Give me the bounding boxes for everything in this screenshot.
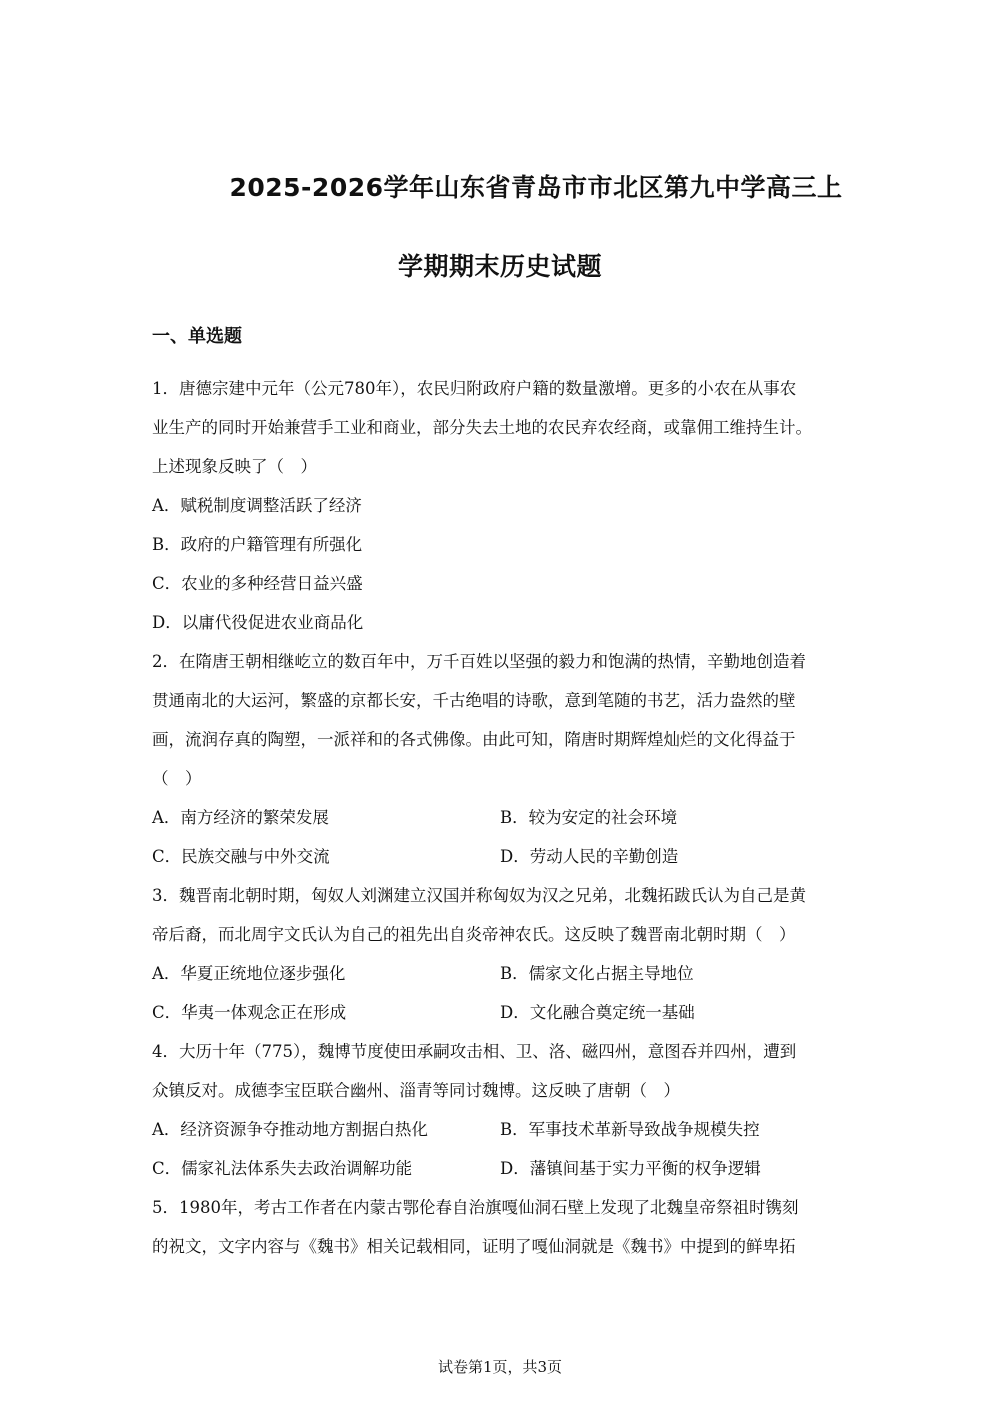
question-2-line-4: （ ）	[152, 769, 202, 788]
question-3-option-a: A．华夏正统地位逐步强化	[152, 964, 346, 983]
page-footer: 试卷第1页，共3页	[437, 1358, 563, 1376]
question-2-option-a: A．南方经济的繁荣发展	[152, 808, 329, 827]
question-1-option-c: C．农业的多种经营日益兴盛	[152, 574, 363, 593]
exam-title-line-1: 2025-2026学年山东省青岛市市北区第九中学高三上	[229, 173, 843, 202]
question-1-line-3: 上述现象反映了（ ）	[152, 457, 317, 476]
section-heading: 一、单选题	[152, 326, 242, 347]
question-3-line-2: 帝后裔，而北周宇文氏认为自己的祖先出自炎帝神农氏。这反映了魏晋南北朝时期（ ）	[152, 925, 796, 944]
question-2-option-c: C．民族交融与中外交流	[152, 847, 330, 866]
question-4-option-a: A．经济资源争夺推动地方割据白热化	[152, 1120, 428, 1139]
question-1-option-b: B．政府的户籍管理有所强化	[152, 535, 363, 554]
question-2-line-2: 贯通南北的大运河，繁盛的京都长安，千古绝唱的诗歌，意到笔随的书艺，活力盎然的壁	[152, 691, 796, 710]
question-1-option-d: D．以庸代役促进农业商品化	[152, 613, 364, 632]
question-3-option-c: C．华夷一体观念正在形成	[152, 1003, 347, 1022]
question-4-line-1: 4．大历十年（775），魏博节度使田承嗣攻击相、卫、洛、磁四州，意图吞并四州，遭到	[152, 1042, 797, 1061]
question-4-option-b: B．军事技术革新导致战争规模失控	[500, 1120, 760, 1139]
question-2-option-b: B．较为安定的社会环境	[500, 808, 678, 827]
question-3-line-1: 3．魏晋南北朝时期，匈奴人刘渊建立汉国并称匈奴为汉之兄弟，北魏拓跋氏认为自己是黄	[152, 886, 806, 905]
question-2-option-d: D．劳动人民的辛勤创造	[500, 847, 679, 866]
question-5-line-2: 的祝文，文字内容与《魏书》相关记载相同，证明了嘎仙洞就是《魏书》中提到的鲜卑拓	[152, 1237, 796, 1256]
question-2-line-1: 2．在隋唐王朝相继屹立的数百年中，万千百姓以坚强的毅力和饱满的热情，辛勤地创造着	[152, 652, 806, 671]
question-1-option-a: A．赋税制度调整活跃了经济	[152, 496, 362, 515]
exam-title-line-2: 学期期末历史试题	[397, 252, 602, 281]
question-1-line-2: 业生产的同时开始兼营手工业和商业，部分失去土地的农民弃农经商，或靠佣工维持生计。	[152, 418, 812, 437]
question-4-line-2: 众镇反对。成德李宝臣联合幽州、淄青等同讨魏博。这反映了唐朝（ ）	[152, 1081, 680, 1100]
question-3-option-d: D．文化融合奠定统一基础	[500, 1003, 695, 1022]
question-3-option-b: B．儒家文化占据主导地位	[500, 964, 694, 983]
question-2-line-3: 画，流润存真的陶塑，一派祥和的各式佛像。由此可知，隋唐时期辉煌灿烂的文化得益于	[152, 730, 796, 749]
question-4-option-d: D．藩镇间基于实力平衡的权争逻辑	[500, 1159, 761, 1178]
question-1-line-1: 1．唐德宗建中元年（公元780年），农民归附政府户籍的数量激增。更多的小农在从事农	[152, 379, 797, 398]
question-4-option-c: C．儒家礼法体系失去政治调解功能	[152, 1159, 413, 1178]
question-5-line-1: 5．1980年，考古工作者在内蒙古鄂伦春自治旗嘎仙洞石壁上发现了北魏皇帝祭祖时镌刻	[152, 1198, 799, 1217]
